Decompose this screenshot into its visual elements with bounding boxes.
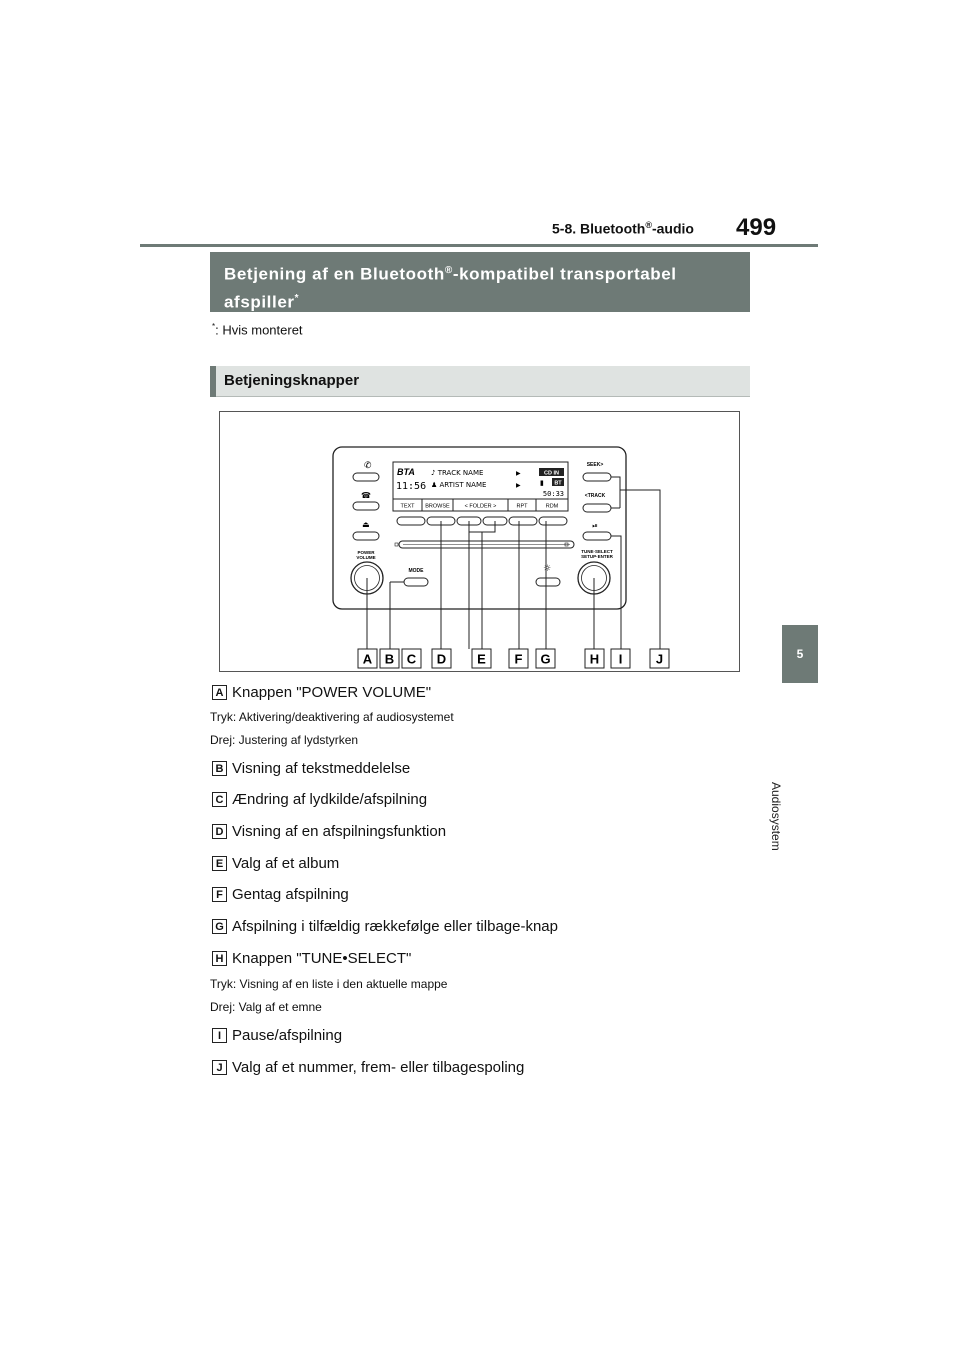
softkey-rpt: RPT <box>516 503 528 510</box>
signal-icon: ▮ <box>540 479 544 487</box>
display-arrow-2: ▶ <box>516 482 521 489</box>
display-track-name: ♪ TRACK NAME <box>431 469 484 477</box>
main-heading: Betjening af en Bluetooth®-kompatibel transportabel afspiller* <box>210 252 750 312</box>
svg-text:CD IN: CD IN <box>544 470 559 477</box>
note-h-press: Tryk: Visning af en liste i den aktuelle mappe <box>210 977 448 991</box>
header-rule <box>140 244 818 247</box>
track-button <box>583 504 611 512</box>
sub-heading: Betjeningsknapper <box>210 366 750 397</box>
seek-button <box>583 473 611 481</box>
hangup-button <box>353 502 379 510</box>
play-pause-icon: ⏯ <box>592 522 598 530</box>
svg-text:BT: BT <box>554 480 562 487</box>
play-pause-button <box>583 532 611 540</box>
light-icon: ☼ <box>542 564 552 574</box>
note-a-press: Tryk: Aktivering/deaktivering af audiosystemet <box>210 710 454 724</box>
svg-text:C: C <box>406 651 417 667</box>
svg-text:F: F <box>514 651 523 667</box>
phone-icon: ✆ <box>364 461 372 471</box>
mode-button <box>404 578 428 586</box>
footnote: *: Hvis monteret <box>212 322 303 338</box>
svg-text:B: B <box>384 651 395 667</box>
softkey-browse: BROWSE <box>425 503 450 510</box>
hangup-icon: ☎ <box>361 491 371 500</box>
svg-text:J: J <box>655 651 664 667</box>
softkey-button-6 <box>539 517 567 525</box>
eject-icon: ⏏ <box>362 520 370 529</box>
seek-label: SEEK> <box>586 462 604 468</box>
note-a-turn: Drej: Justering af lydstyrken <box>210 733 359 747</box>
audio-unit-figure <box>219 411 740 672</box>
softkey-button-5 <box>509 517 537 525</box>
page-number: 499 <box>736 214 777 241</box>
mode-label: MODE <box>408 568 424 574</box>
svg-text:E: E <box>477 651 486 667</box>
audio-unit-drawing <box>220 412 739 671</box>
svg-text:G: G <box>540 651 551 667</box>
softkey-rdm: RDM <box>545 503 559 510</box>
phone-button <box>353 473 379 481</box>
note-h-turn: Drej: Valg af et emne <box>210 1000 322 1014</box>
svg-text:I: I <box>618 651 623 667</box>
softkey-button-1 <box>397 517 425 525</box>
svg-text:D: D <box>436 651 447 667</box>
tune-label-1: TUNE·SELECT <box>581 549 613 554</box>
svg-text:H: H <box>589 651 600 667</box>
chapter-title: Audiosystem <box>769 782 783 851</box>
display-clock: 11:56 <box>396 481 427 492</box>
power-volume-label-1: POWER <box>357 550 375 555</box>
light-button <box>536 578 560 586</box>
power-volume-label-2: VOLUME <box>356 555 376 560</box>
svg-text:A: A <box>362 651 373 667</box>
track-label: <TRACK <box>584 493 606 499</box>
chapter-tab: 5 <box>782 625 818 683</box>
section-label: 5-8. Bluetooth®-audio <box>552 220 694 237</box>
softkey-folder: < FOLDER > <box>464 503 497 510</box>
eject-button <box>353 532 379 540</box>
tune-label-2: SETUP·ENTER <box>581 554 613 559</box>
softkey-text: TEXT <box>400 503 415 510</box>
display-elapsed: 50:33 <box>542 490 564 498</box>
display-artist-name: ♟ ARTIST NAME <box>431 481 487 489</box>
display-arrow-1: ▶ <box>516 470 521 477</box>
display-source: BTA <box>397 467 415 477</box>
